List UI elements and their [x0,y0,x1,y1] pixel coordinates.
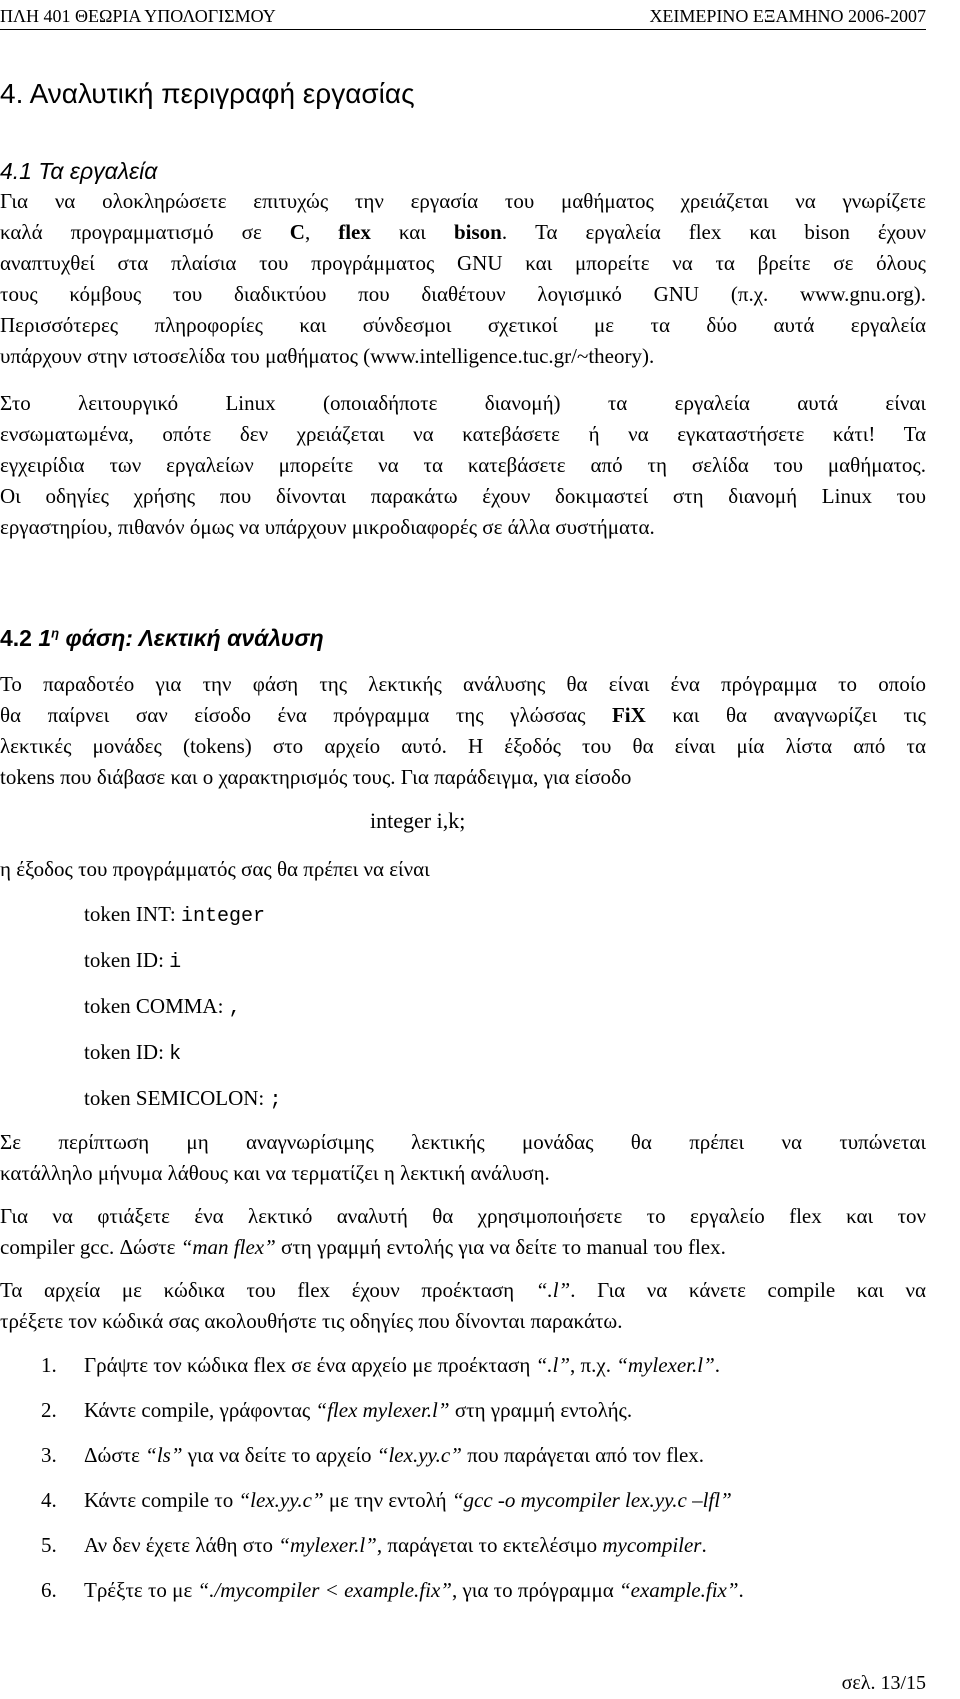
paragraph-line: τους κόμβους του διαδικτύου που διαθέτουν λογισμικό GNU (π.χ. www.gnu.org). [0,282,926,306]
list-text: Αν δεν έχετε λάθη στο “mylexer.l”, παράγεται το εκτελέσιμο mycompiler. [84,1533,707,1557]
list-text: Δώστε “ls” για να δείτε το αρχείο “lex.yy.c” που παράγεται από τον flex. [84,1443,705,1467]
token-value: i [169,951,182,974]
lexical-paragraph-1 [0,669,926,793]
paragraph-line: καλά προγραμματισμό σε C, flex και bison. Τα εργαλεία flex και bison έχουν [0,220,926,244]
paragraph-line: Για να φτιάξετε ένα λεκτικό αναλυτή θα χρησιμοποιήσετε το εργαλείο flex και τον [0,1204,926,1228]
paragraph-line: εργαστηρίου, πιθανόν όμως να υπάρχουν μικροδιαφορές σε άλλα συστήματα. [0,515,655,539]
token-label: token ID: [84,948,170,972]
subsection-title-lexical [0,625,324,652]
paragraph-line: Για να ολοκληρώσετε επιτυχώς την εργασία του μαθήματος χρειάζεται να γνωρίζετε [0,189,926,213]
section-title: 4. Αναλυτική περιγραφή εργασίας [0,78,415,109]
page-header [0,0,926,30]
page-number: σελ. 13/15 [841,1672,926,1694]
ordinal-suffix: η [51,625,60,641]
token-line [84,1040,181,1066]
header-course: ΠΛΗ 401 ΘΕΩΡΙΑ ΥΠΟΛΟΓΙΣΜΟΥ [0,6,276,26]
token-value: integer [180,905,265,928]
paragraph-line: Οι οδηγίες χρήσης που δίνονται παρακάτω έχουν δοκιμαστεί στη διανομή Linux του [0,484,926,508]
list-text: Τρέξτε το με “./mycompiler < example.fix”, για το πρόγραμμα “example.fix”. [84,1578,744,1602]
list-text: Γράψτε τον κώδικα flex σε ένα αρχείο με προέκταση “.l”, π.χ. “mylexer.l”. [84,1353,721,1377]
subsection-number: 4.2 [0,625,32,651]
list-number: 3. [41,1443,57,1467]
output-intro: η έξοδος του προγράμματός σας θα πρέπει να είναι [0,857,430,881]
phase-ordinal: 1 [38,625,52,651]
lexical-paragraph-3 [0,1201,926,1263]
token-value: , [228,997,241,1020]
token-label: token INT: [84,902,181,926]
header-semester: ΧΕΙΜΕΡΙΝΟ ΕΞΑΜΗΝΟ 2006-2007 [649,6,926,26]
paragraph-line: εγχειρίδια των εργαλείων μπορείτε να τα κατεβάσετε από τη σελίδα του μαθήματος. [0,453,926,477]
token-value: k [169,1043,182,1066]
paragraph-line: Τα αρχεία με κώδικα του flex έχουν προέκταση “.l”. Για να κάνετε compile και να [0,1278,926,1302]
paragraph-line: κατάλληλο μήνυμα λάθους και να τερματίζει η λεκτική ανάλυση. [0,1161,550,1185]
paragraph-line: compiler gcc. Δώστε “man flex” στη γραμμή εντολής για να δείτε το manual του flex. [0,1235,726,1259]
token-label: token COMMA: [84,994,229,1018]
paragraph-line: Περισσότερες πληροφορίες και σύνδεσμοι σχετικοί με τα δύο αυτά εργαλεία [0,313,926,337]
list-number: 2. [41,1398,57,1422]
token-label: token SEMICOLON: [84,1086,270,1110]
subsection-title-text: φάση: Λεκτική ανάλυση [65,625,324,651]
paragraph-line: Το παραδοτέο για την φάση της λεκτικής ανάλυσης θα είναι ένα πρόγραμμα το οποίο [0,672,926,696]
list-text: Κάντε compile, γράφοντας “flex mylexer.l” στη γραμμή εντολής. [84,1398,633,1422]
list-number: 1. [41,1353,57,1377]
token-label: token ID: [84,1040,170,1064]
paragraph-line: λεκτικές μονάδες (tokens) στο αρχείο αυτό. Η έξοδός του θα είναι μία λίστα από τα [0,734,926,758]
list-number: 4. [41,1488,57,1512]
tools-paragraph-2 [0,388,926,543]
list-text: Κάντε compile το “lex.yy.c” με την εντολή “gcc -o mycompiler lex.yy.c –lfl” [84,1488,732,1512]
paragraph-line: αναπτυχθεί στα πλαίσια του προγράμματος GNU και μπορείτε να τα βρείτε σε όλους [0,251,926,275]
paragraph-line: Στο λειτουργικό Linux (οποιαδήποτε διανομή) τα εργαλεία αυτά είναι [0,391,926,415]
token-line [84,948,181,974]
paragraph-line: Σε περίπτωση μη αναγνωρίσιμης λεκτικής μονάδας θα πρέπει να τυπώνεται [0,1130,926,1154]
list-number: 5. [41,1533,57,1557]
list-number: 6. [41,1578,57,1602]
token-line [84,1086,282,1112]
subsection-title-tools: 4.1 Τα εργαλεία [0,158,158,184]
paragraph-line: υπάρχουν στην ιστοσελίδα του μαθήματος (www.intelligence.tuc.gr/~theory). [0,344,655,368]
paragraph-line: tokens που διάβασε και ο χαρακτηρισμός τους. Για παράδειγμα, για είσοδο [0,765,632,789]
lexical-paragraph-4 [0,1275,926,1337]
token-line [84,902,265,928]
lexical-paragraph-2 [0,1127,926,1189]
example-input-code: integer i,k; [370,808,466,833]
paragraph-line: τρέξετε τον κώδικά σας ακολουθήστε τις οδηγίες που δίνονται παρακάτω. [0,1309,623,1333]
tools-paragraph-1 [0,186,926,372]
token-line [84,994,241,1020]
token-value: ; [269,1089,282,1112]
paragraph-line: ενσωματωμένα, οπότε δεν χρειάζεται να κατεβάσετε ή να εγκαταστήσετε κάτι! Τα [0,422,926,446]
paragraph-line: θα παίρνει σαν είσοδο ένα πρόγραμμα της γλώσσας FiX και θα αναγνωρίζει τις [0,703,926,727]
